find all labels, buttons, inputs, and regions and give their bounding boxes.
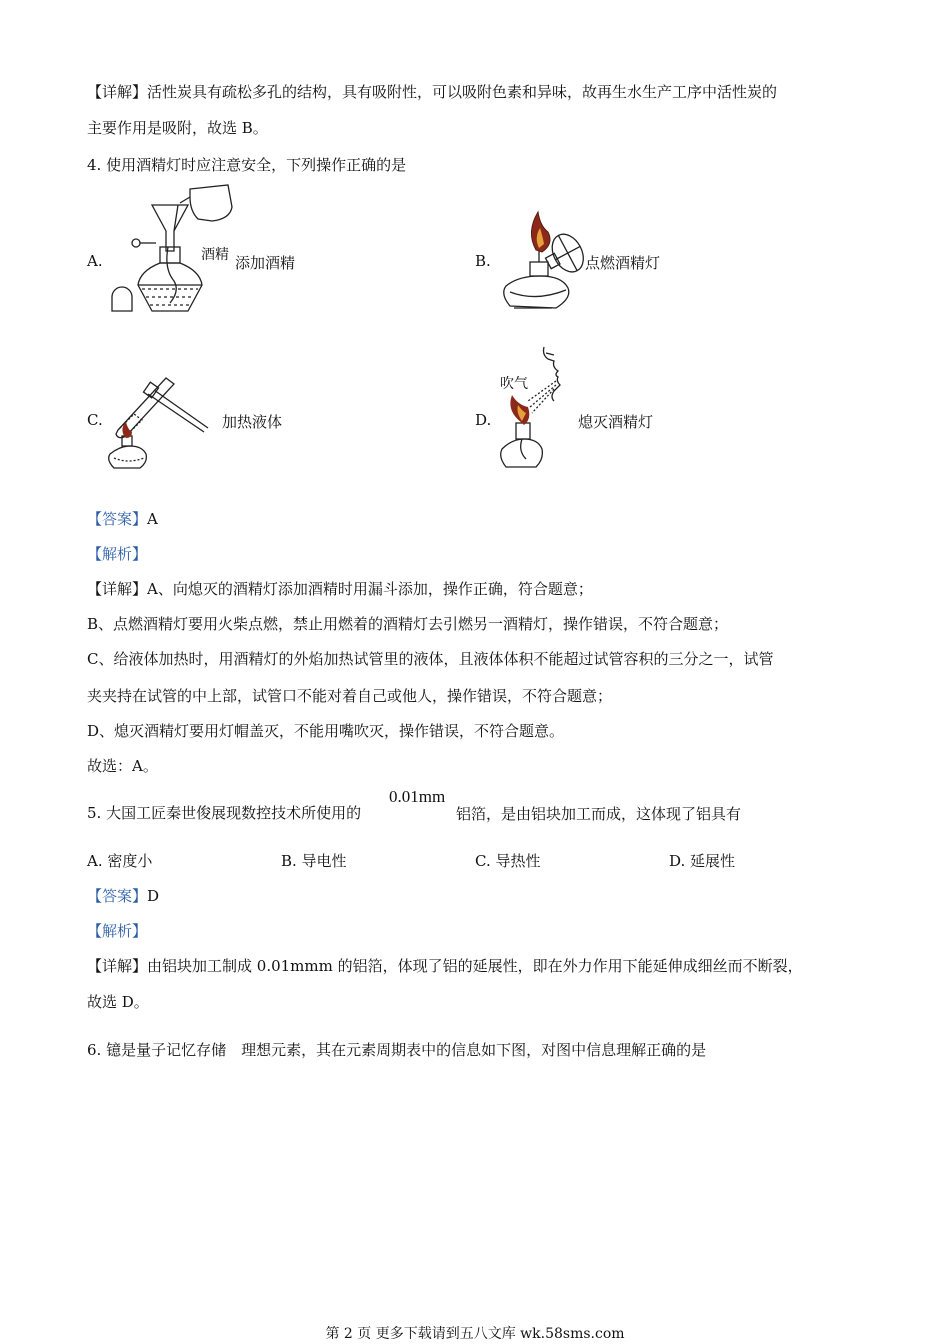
q5-answer — [87, 886, 159, 906]
q5-detail-line-1: 【详解】由铝块加工制成 0.01mmm 的铝箔，体现了铝的延展性，即在外力作用下能延伸成细丝而不断裂， — [87, 957, 803, 975]
q4-detail-line-6: 故选：A。 — [87, 757, 158, 775]
heating-liquid-icon — [104, 370, 219, 472]
page-footer: 第 2 页 更多下载请到五八文库 wk.58sms.com — [325, 1326, 625, 1342]
q4-detail-line-3: C、给液体加热时，用酒精灯的外焰加热试管里的液体，且液体体积不能超过试管容积的三分之一，试管 — [87, 650, 774, 668]
q4-option-b-letter: B. — [475, 252, 491, 270]
q3-detail-line-2: 主要作用是吸附，故选 B。 — [87, 119, 268, 137]
q5-stem-before: 5. 大国工匠秦世俊展现数控技术所使用的 — [87, 804, 362, 822]
q4-detail-line-2: B、点燃酒精灯要用火柴点燃，禁止用燃着的酒精灯去引燃另一酒精灯，操作错误，不符合题意； — [87, 615, 729, 633]
q4-detail-line-1: 【详解】A、向熄灭的酒精灯添加酒精时用漏斗添加，操作正确，符合题意； — [87, 580, 593, 598]
q5-option-c: C. 导热性 — [475, 852, 541, 870]
q4-detail-line-5: D、熄灭酒精灯要用灯帽盖灭，不能用嘴吹灭，操作错误，不符合题意。 — [87, 722, 565, 740]
q4-detail-line-4: 夹夹持在试管的中上部，试管口不能对着自己或他人，操作错误，不符合题意； — [87, 687, 613, 705]
q4-option-d-annotation: 吹气 — [500, 376, 528, 392]
answer-value: A — [147, 510, 158, 528]
q4-option-a-caption: 添加酒精 — [235, 254, 296, 272]
answer-value: D — [147, 887, 160, 905]
q5-option-a: A. 密度小 — [87, 852, 153, 870]
q4-analysis-tag: 【解析】 — [87, 545, 148, 563]
q4-option-b-caption: 点燃酒精灯 — [585, 254, 661, 272]
q5-analysis-tag: 【解析】 — [87, 922, 148, 940]
q4-option-a-letter: A. — [87, 252, 103, 270]
q6-stem: 6. 镱是量子记忆存储 理想元素，其在元素周期表中的信息如下图，对图中信息理解正确的是 — [87, 1041, 707, 1059]
answer-tag: 【答案】 — [87, 887, 148, 905]
q5-detail-line-2: 故选 D。 — [87, 993, 149, 1011]
answer-tag: 【答案】 — [87, 510, 148, 528]
q5-option-b: B. 导电性 — [281, 852, 347, 870]
lamp-lighting-lamp-icon — [496, 210, 588, 320]
q4-option-d-caption: 熄灭酒精灯 — [578, 413, 654, 431]
q5-stem-after: 铝箔，是由铝块加工而成，这体现了铝具有 — [456, 805, 742, 823]
q3-detail-line-1: 【详解】活性炭具有疏松多孔的结构，具有吸附性，可以吸附色素和异味，故再生水生产工序中活性炭的 — [87, 83, 778, 101]
q5-option-d: D. 延展性 — [669, 852, 736, 870]
q4-option-c-caption: 加热液体 — [222, 413, 283, 431]
q4-option-c-letter: C. — [87, 411, 103, 429]
q4-option-a-annotation: 酒精 — [201, 247, 229, 263]
q4-stem: 4. 使用酒精灯时应注意安全，下列操作正确的是 — [87, 156, 407, 174]
q4-option-d-letter: D. — [475, 411, 492, 429]
q5-stem-value: 0.01mm — [389, 787, 446, 806]
q4-answer — [87, 509, 158, 529]
blowing-out-lamp-icon — [498, 345, 568, 473]
